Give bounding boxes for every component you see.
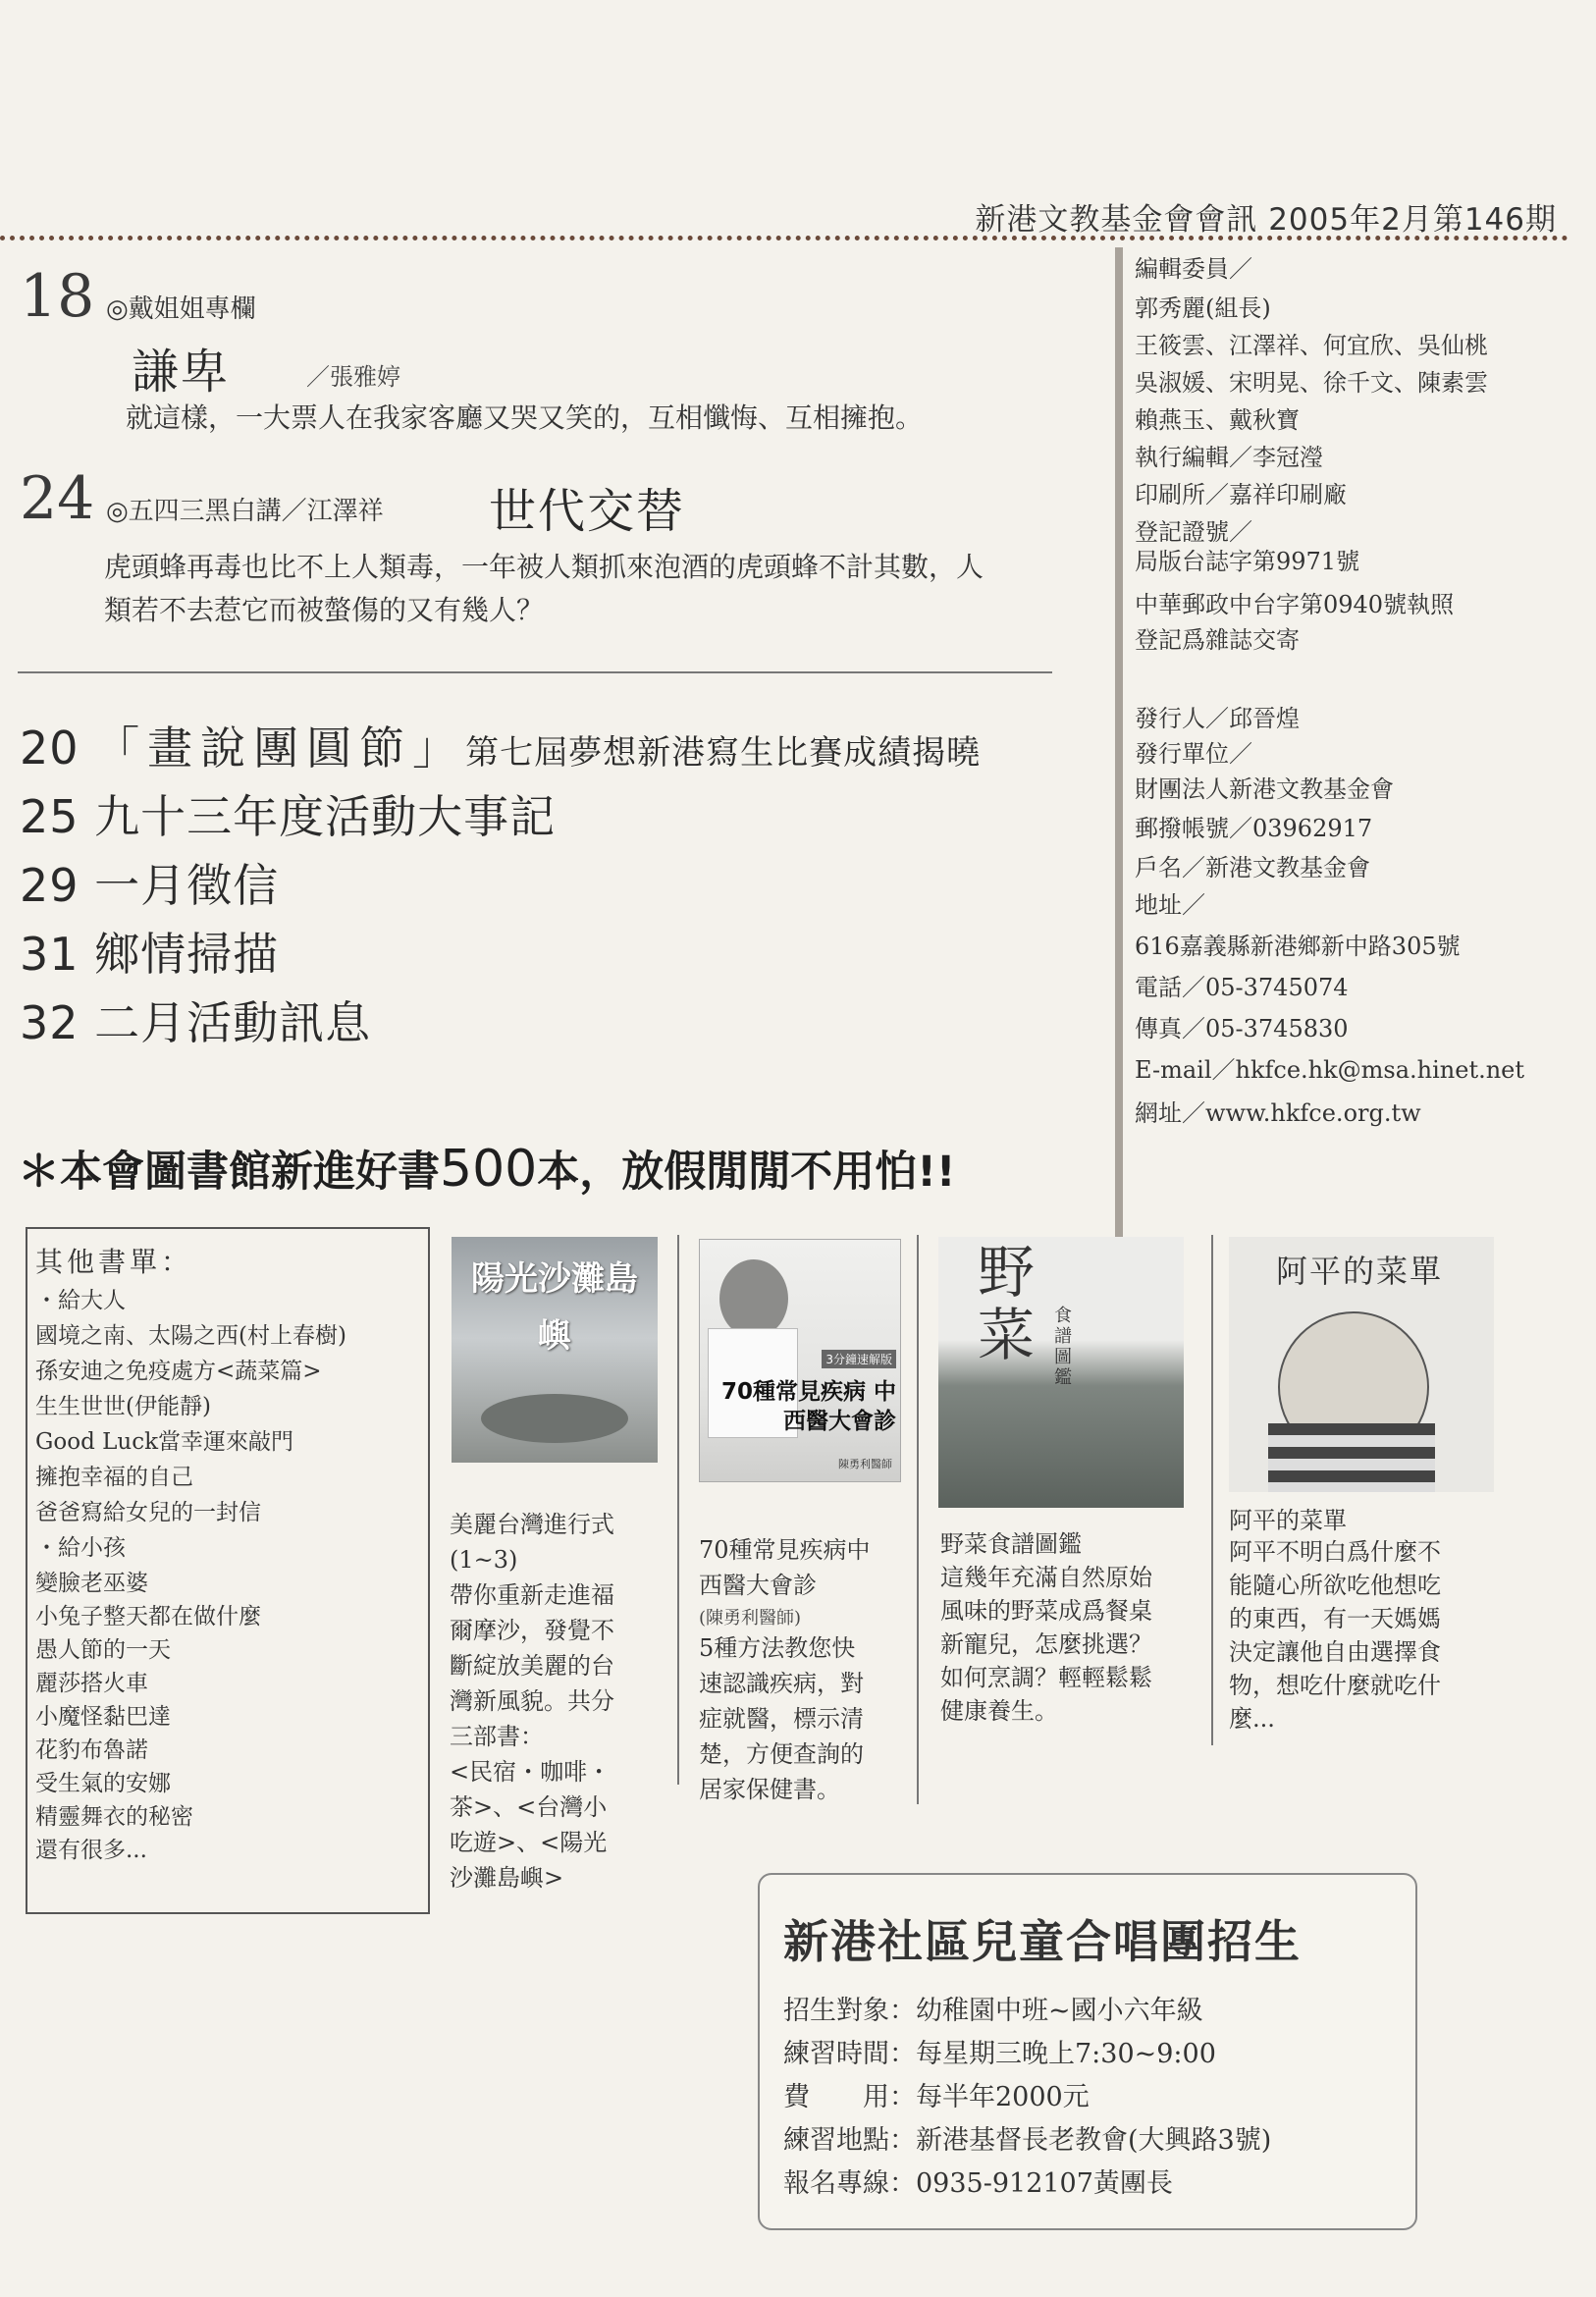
book-list-item: 精靈舞衣的秘密: [35, 1804, 193, 1830]
book-cover-image: [938, 1237, 1184, 1508]
feature-page-number: 18: [20, 262, 95, 331]
colophon-line: 局版台誌字第9971號: [1135, 548, 1360, 575]
banner-number: 500: [440, 1140, 538, 1199]
book-description-line: 能隨心所欲吃他想吃: [1229, 1572, 1441, 1599]
book-list-item: Good Luck當幸運來敲門: [35, 1429, 294, 1455]
column-divider: [917, 1235, 919, 1804]
book-list-item: 爸爸寫給女兒的一封信: [35, 1500, 261, 1525]
book-description-line: 三部書：: [450, 1723, 544, 1750]
book-description-line: 症就醫，標示清: [699, 1705, 864, 1733]
feature-title: 謙卑: [132, 345, 231, 400]
colophon-line: 電話／05-3745074: [1135, 974, 1349, 1001]
colophon-line: 發行單位／: [1135, 740, 1252, 768]
book-cover-author: 陳勇利醫師: [838, 1458, 892, 1470]
book-description-line: 如何烹調？輕輕鬆鬆: [940, 1664, 1152, 1691]
colophon-line: 賴燕玉、戴秋寶: [1135, 406, 1300, 434]
book-list-item: 生生世世(伊能靜): [35, 1394, 211, 1419]
book-cover-title: 野菜: [978, 1239, 1036, 1368]
book-title-line: 美麗台灣進行式: [450, 1511, 614, 1538]
colophon-line: 登記爲雜誌交寄: [1135, 626, 1300, 654]
book-description-line: 決定讓他自由選擇食: [1229, 1638, 1441, 1666]
toc-title: 一月徵信: [94, 859, 280, 912]
book-description-line: 居家保健書。: [699, 1776, 840, 1803]
feature-page-number: 24: [20, 464, 95, 533]
book-description-line: 楚，方便查詢的: [699, 1740, 864, 1768]
choir-info-line: 練習地點：新港基督長老教會(大興路3號): [783, 2125, 1272, 2156]
book-list-item: 孫安迪之免疫處方<蔬菜篇>: [35, 1359, 322, 1384]
book-description-line: 沙灘島嶼>: [450, 1864, 564, 1892]
feature-summary: 就這樣，一大票人在我家客廳又哭又笑的，互相懺悔、互相擁抱。: [126, 401, 924, 434]
book-title-line: 70種常見疾病中: [699, 1536, 871, 1564]
other-books-heading: 其他書單：: [35, 1246, 193, 1278]
book-description-line: 阿平不明白爲什麼不: [1229, 1538, 1441, 1566]
colophon-line: 中華郵政中台字第0940號執照: [1135, 591, 1455, 618]
toc-item: [20, 850, 279, 915]
book-description-line: 吃遊>、<陽光: [450, 1829, 608, 1856]
feature-title: 世代交替: [489, 484, 686, 539]
toc-page-number: 32: [20, 996, 80, 1049]
colophon-line: E-mail／hkfce.hk@msa.hinet.net: [1135, 1056, 1525, 1084]
book-description-line: 健康養生。: [940, 1697, 1058, 1725]
book-list-item: 擁抱幸福的自己: [35, 1465, 193, 1490]
book-description-line: 風味的野菜成爲餐桌: [940, 1597, 1152, 1625]
book-description-line: 物，想吃什麼就吃什: [1229, 1672, 1441, 1699]
book-list-item: 小兔子整天都在做什麼: [35, 1604, 261, 1629]
toc-item: [20, 919, 279, 984]
feature-summary-line: 類若不去惹它而被螫傷的又有幾人？: [104, 594, 545, 626]
choir-info-line: 練習時間：每星期三晚上7:30~9:00: [783, 2039, 1216, 2069]
toc-item: [20, 713, 981, 777]
book-title-line: 野菜食譜圖鑑: [940, 1530, 1082, 1558]
book-cover-image: [452, 1237, 658, 1463]
book-list-item: 還有很多...: [35, 1838, 147, 1863]
banner-star: ＊: [18, 1148, 60, 1197]
book-description-line: 帶你重新走進福: [450, 1581, 614, 1609]
choir-info-line: 報名專線：0935-912107黃團長: [783, 2168, 1173, 2199]
book-description-line: 這幾年充滿自然原始: [940, 1564, 1152, 1591]
colophon-line: 地址／: [1135, 891, 1205, 919]
colophon-line: 網址／www.hkfce.org.tw: [1135, 1099, 1421, 1127]
adult-books-label: ・給大人: [35, 1288, 126, 1313]
library-banner: [18, 1139, 956, 1199]
choir-info-line: 招生對象：幼稚園中班~國小六年級: [783, 1996, 1203, 2026]
column-divider: [677, 1235, 679, 1785]
book-list-item: 受生氣的安娜: [35, 1771, 171, 1796]
choir-info-line: 費 用：每半年2000元: [783, 2082, 1090, 2112]
colophon-line: 印刷所／嘉祥印刷廠: [1135, 481, 1347, 508]
book-cover-tag: 3分鐘速解版: [822, 1350, 896, 1368]
book-list-item: 國境之南、太陽之西(村上春樹): [35, 1323, 346, 1349]
column-divider: [1211, 1235, 1213, 1745]
colophon-line: 郭秀麗(組長): [1135, 294, 1271, 322]
book-description-line: <民宿・咖啡・: [450, 1758, 612, 1786]
feature-author: ／張雅婷: [306, 363, 400, 391]
toc-page-number: 25: [20, 790, 80, 843]
header-dotted-rule: [0, 236, 1569, 240]
feature-summary-line: 虎頭蜂再毒也比不上人類毒，一年被人類抓來泡酒的虎頭蜂不計其數，人: [104, 551, 984, 583]
book-list-item: 小魔怪黏巴達: [35, 1704, 171, 1730]
book-title-line: (1~3): [450, 1546, 518, 1574]
book-cover-title: 阿平的菜單: [1276, 1253, 1444, 1290]
choir-title: 新港社區兒童合唱團招生: [783, 1915, 1302, 1968]
book-description-line: 斷綻放美麗的台: [450, 1652, 614, 1680]
book-list-item: 變臉老巫婆: [35, 1571, 148, 1596]
book-list-item: 花豹布魯諾: [35, 1737, 148, 1763]
toc-title: 第七屆夢想新港寫生比賽成績揭曉: [465, 733, 982, 773]
toc-item: [20, 781, 556, 846]
book-description-line: 速認識疾病，對: [699, 1670, 864, 1697]
book-title-line: (陳勇利醫師): [699, 1608, 802, 1629]
toc-title: 鄉情掃描: [94, 928, 280, 981]
toc-item: [20, 988, 371, 1052]
colophon-line: 616嘉義縣新港鄉新中路305號: [1135, 933, 1461, 960]
book-cover-title: 陽光沙灘島嶼: [471, 1259, 638, 1356]
toc-page-number: 31: [20, 928, 80, 981]
colophon-line: 王筱雲、江澤祥、何宜欣、吳仙桃: [1135, 332, 1488, 359]
book-title-line: 阿平的菜單: [1229, 1507, 1347, 1534]
toc-title-highlight: 「畫說團圓節」: [94, 721, 466, 775]
colophon-line: 郵撥帳號／03962917: [1135, 815, 1373, 842]
book-cover-title: 70種常見疾病 中西醫大會診: [720, 1379, 896, 1434]
feature-column-name: ◎戴姐姐專欄: [106, 294, 256, 324]
colophon-line: 戶名／新港文教基金會: [1135, 854, 1370, 881]
book-description-line: 灣新風貌。共分: [450, 1687, 614, 1715]
toc-title: 九十三年度活動大事記: [94, 790, 557, 843]
colophon-bar: [1115, 247, 1123, 1376]
colophon-line: 吳淑媛、宋明晃、徐千文、陳素雲: [1135, 369, 1488, 397]
banner-text: 本會圖書館新進好書: [60, 1148, 440, 1197]
colophon-line: 編輯委員／: [1135, 255, 1252, 283]
colophon-line: 發行人／邱晉煌: [1135, 705, 1300, 732]
toc-title: 二月活動訊息: [94, 996, 372, 1049]
book-description-line: 的東西，有一天媽媽: [1229, 1605, 1441, 1632]
book-title-line: 西醫大會診: [699, 1572, 817, 1599]
banner-text: 本，放假閒閒不用怕!!: [537, 1148, 956, 1197]
toc-page-number: 20: [20, 721, 80, 775]
issue-header: 新港文教基金會會訊 2005年2月第146期: [975, 202, 1557, 238]
section-divider: [18, 671, 1052, 673]
feature-column-name: ◎五四三黑白講／江澤祥: [106, 497, 384, 526]
kids-books-label: ・給小孩: [35, 1535, 126, 1561]
book-description-line: 新寵兒，怎麼挑選？: [940, 1630, 1152, 1658]
book-description-line: 茶>、<台灣小: [450, 1793, 608, 1821]
book-list-item: 愚人節的一天: [35, 1637, 171, 1663]
colophon-line: 登記證號／: [1135, 518, 1252, 546]
colophon-line: 執行編輯／李冠瀅: [1135, 444, 1323, 471]
book-description-line: 麼...: [1229, 1705, 1275, 1733]
book-description-line: 5種方法教您快: [699, 1634, 856, 1662]
book-description-line: 爾摩沙，發覺不: [450, 1617, 614, 1644]
book-cover-image: [1229, 1237, 1494, 1492]
colophon-line: 財團法人新港文教基金會: [1135, 775, 1394, 803]
book-cover-image: [699, 1239, 901, 1482]
colophon-line: 傳真／05-3745830: [1135, 1015, 1349, 1042]
toc-page-number: 29: [20, 859, 80, 912]
book-list-item: 麗莎搭火車: [35, 1671, 148, 1696]
book-cover-subtitle: 食譜圖鑑: [1054, 1306, 1072, 1388]
